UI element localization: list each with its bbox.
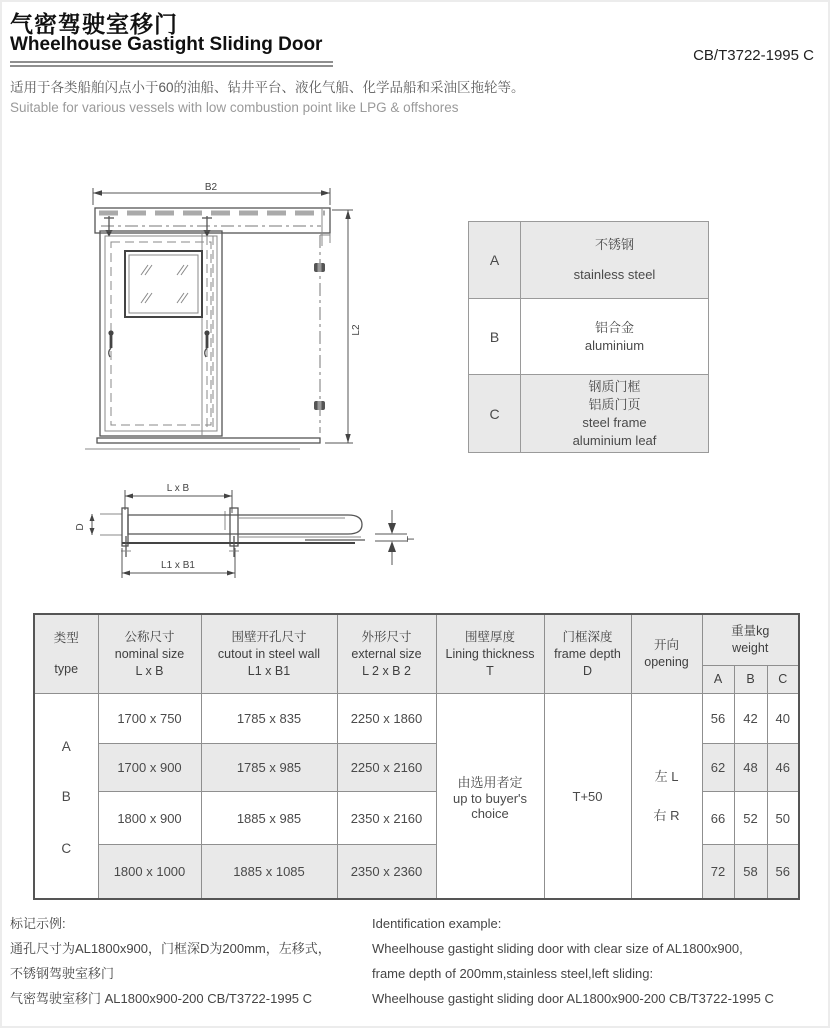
material-row-c xyxy=(469,375,709,453)
description-zh: 适用于各类船舶闪点小于60的油船、钻井平台、液化气船、化学品船和采油区拖轮等。 xyxy=(10,80,525,95)
opening-right: 右 R xyxy=(653,808,680,823)
nominal-size-cell: 1700 x 900 xyxy=(98,744,201,792)
external-size-cell: 2250 x 1860 xyxy=(337,694,436,744)
col-header-external: 外形尺寸 external size L 2 x B 2 xyxy=(337,614,436,694)
material-desc xyxy=(521,375,709,453)
note-line: 不锈钢驾驶室移门 xyxy=(10,966,115,981)
svg-text:L2: L2 xyxy=(351,324,362,336)
note-line: Identification example: xyxy=(372,916,502,931)
material-key: B xyxy=(469,299,521,375)
note-line: Wheelhouse gastight sliding door AL1800x900-200 CB/T3722-1995 C xyxy=(372,991,774,1006)
frame-depth-cell: T+50 xyxy=(544,694,631,900)
material-key: C xyxy=(469,375,521,453)
weight-b-cell: 52 xyxy=(734,792,767,845)
weight-c-cell: 56 xyxy=(767,845,799,900)
plan-view-drawing xyxy=(65,478,425,598)
weight-a-cell: 66 xyxy=(702,792,734,845)
material-desc-zh: 钢质门框 xyxy=(588,378,641,394)
col-header-lining: 围壁厚度 Lining thickness T xyxy=(436,614,544,694)
materials-table xyxy=(468,221,709,453)
nominal-size-cell: 1800 x 1000 xyxy=(98,845,201,900)
identification-example-en xyxy=(372,911,774,1011)
external-size-cell: 2350 x 2160 xyxy=(337,792,436,845)
door-sill xyxy=(85,438,320,449)
material-desc xyxy=(521,299,709,375)
page-title-en: Wheelhouse Gastight Sliding Door xyxy=(10,34,323,55)
dim-l1xb1 xyxy=(122,548,235,578)
svg-text:L x B: L x B xyxy=(166,483,190,494)
keeper-bottom xyxy=(314,401,325,410)
type-letters-cell xyxy=(34,694,98,900)
note-line: 通孔尺寸为AL1800x900，门框深D为200mm，左移式， xyxy=(10,941,331,956)
col-header-weight: 重量kg weight xyxy=(702,614,799,666)
door-window xyxy=(125,251,202,317)
material-desc-en: steel frame xyxy=(582,414,647,430)
svg-text:B2: B2 xyxy=(204,183,218,193)
spec-table xyxy=(33,613,800,900)
svg-text:T: T xyxy=(406,535,417,543)
spec-header-row xyxy=(34,614,799,666)
dim-l2 xyxy=(325,210,362,443)
page-title-zh: 气密驾驶室移门 xyxy=(10,11,178,37)
material-desc xyxy=(521,222,709,299)
weight-c-cell: 46 xyxy=(767,744,799,792)
door-pocket xyxy=(314,235,330,433)
nominal-size-cell: 1800 x 900 xyxy=(98,792,201,845)
material-row-b xyxy=(469,299,709,375)
type-letter-c: C xyxy=(61,841,72,856)
svg-text:D: D xyxy=(75,523,86,531)
opening-left: 左 L xyxy=(654,769,679,784)
note-line: 标记示例: xyxy=(10,916,66,931)
col-header-type: 类型 type xyxy=(34,614,98,694)
weight-a-cell: 62 xyxy=(702,744,734,792)
cutout-size-cell: 1785 x 835 xyxy=(201,694,337,744)
material-desc-zh2: 铝质门页 xyxy=(588,396,641,412)
material-desc-zh: 不锈钢 xyxy=(594,237,634,252)
material-desc-zh: 铝合金 xyxy=(594,319,634,335)
col-header-opening: 开向 opening xyxy=(631,614,702,694)
weight-c-cell: 40 xyxy=(767,694,799,744)
note-line: frame depth of 200mm,stainless steel,left sliding: xyxy=(372,966,654,981)
col-header-cutout: 围壁开孔尺寸 cutout in steel wall L1 x B1 xyxy=(201,614,337,694)
weight-b-cell: 48 xyxy=(734,744,767,792)
weight-b-cell: 42 xyxy=(734,694,767,744)
weight-a-cell: 72 xyxy=(702,845,734,900)
dim-lxb xyxy=(125,483,232,513)
dim-t xyxy=(375,510,417,565)
svg-text:L1 x B1: L1 x B1 xyxy=(161,560,195,571)
keeper-top xyxy=(314,263,325,272)
bulkhead-line xyxy=(238,537,365,540)
leaf-section xyxy=(128,515,362,534)
material-row-a xyxy=(469,222,709,299)
identification-example-zh xyxy=(10,911,331,1011)
note-line: Wheelhouse gastight sliding door with clear size of AL1800x900, xyxy=(372,941,743,956)
external-size-cell: 2250 x 2160 xyxy=(337,744,436,792)
description-en: Suitable for various vessels with low combustion point like LPG & offshores xyxy=(10,100,459,115)
col-header-weight-a: A xyxy=(702,666,734,694)
col-header-frame-depth: 门框深度 frame depth D xyxy=(544,614,631,694)
col-header-nominal: 公称尺寸 nominal size L x B xyxy=(98,614,201,694)
nominal-size-cell: 1700 x 750 xyxy=(98,694,201,744)
external-size-cell: 2350 x 2360 xyxy=(337,845,436,900)
spec-row-1 xyxy=(34,694,799,744)
material-desc-en: aluminium xyxy=(584,337,645,353)
dim-b2 xyxy=(93,183,330,205)
standard-code: CB/T3722-1995 C xyxy=(693,47,814,64)
title-double-underline xyxy=(10,61,333,67)
weight-a-cell: 56 xyxy=(702,694,734,744)
weight-b-cell: 58 xyxy=(734,845,767,900)
cutout-size-cell: 1785 x 985 xyxy=(201,744,337,792)
col-header-weight-c: C xyxy=(767,666,799,694)
door-frame xyxy=(100,231,222,436)
material-desc-en: stainless steel xyxy=(573,267,656,282)
type-letter-b: B xyxy=(61,789,71,804)
cutout-size-cell: 1885 x 985 xyxy=(201,792,337,845)
lining-thickness-cell: 由选用者定 up to buyer's choice xyxy=(436,694,544,900)
weight-c-cell: 50 xyxy=(767,792,799,845)
material-desc-en2: aluminium leaf xyxy=(572,432,657,448)
dim-d xyxy=(75,514,122,535)
frame-section xyxy=(122,508,238,546)
front-view-drawing xyxy=(85,183,370,468)
material-key: A xyxy=(469,222,521,299)
col-header-weight-b: B xyxy=(734,666,767,694)
opening-cell xyxy=(631,694,702,900)
note-line: 气密驾驶室移门 AL1800x900-200 CB/T3722-1995 C xyxy=(10,991,313,1006)
glass-hatch-icon xyxy=(141,265,188,303)
cutout-size-cell: 1885 x 1085 xyxy=(201,845,337,900)
type-letter-a: A xyxy=(61,739,71,754)
